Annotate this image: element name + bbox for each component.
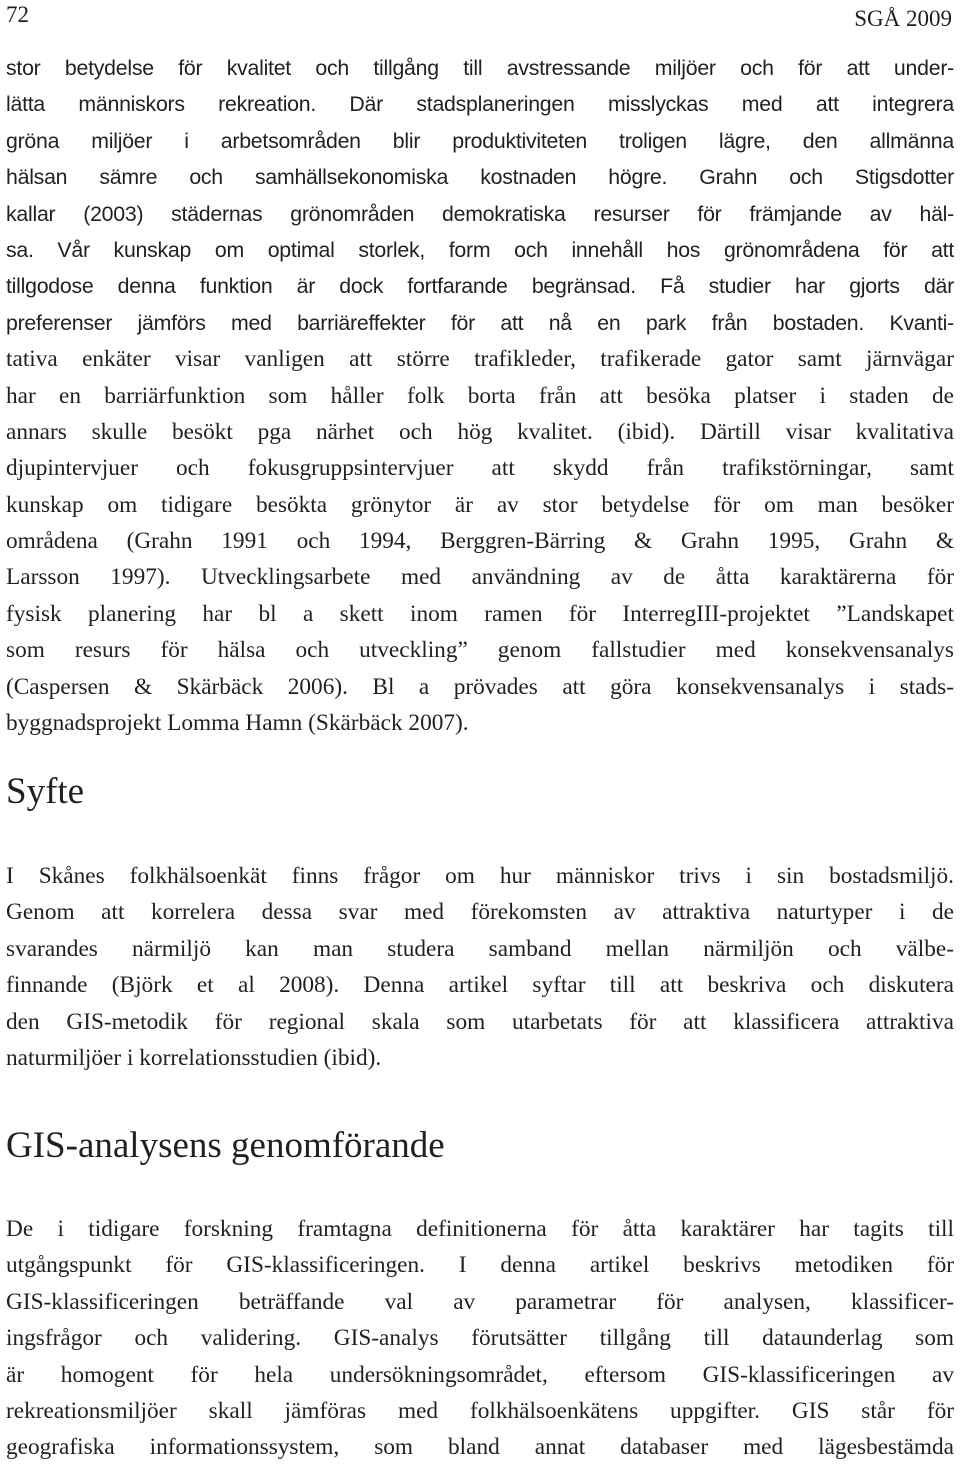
text-line: naturmiljöer i korrelationsstudien (ibid). bbox=[6, 1044, 382, 1071]
text-line: geografiska informationssystem, som bland annat databaser med lägesbestämda bbox=[6, 1434, 954, 1461]
running-head bbox=[6, 2, 952, 32]
text-line: som resurs för hälsa och utveckling” genom fallstudier med konsekvensanalys bbox=[6, 637, 954, 664]
section-heading-syfte: Syfte bbox=[6, 771, 85, 812]
text-line: rekreationsmiljöer skall jämföras med folkhälsoenkätens uppgifter. GIS står för bbox=[6, 1397, 954, 1424]
text-line: GIS-klassificeringen beträffande val av parametrar för analysen, klassificer- bbox=[6, 1288, 954, 1315]
text-line: (Caspersen & Skärbäck 2006). Bl a prövades att göra konsekvensanalys i stads- bbox=[6, 673, 954, 700]
text-line: är homogent för hela undersökningsområdet, eftersom GIS-klassificeringen av bbox=[6, 1361, 954, 1388]
syfte-paragraph bbox=[6, 858, 954, 1076]
text-line: områdena (Grahn 1991 och 1994, Berggren-Bärring & Grahn 1995, Grahn & bbox=[6, 528, 954, 555]
text-line: Genom att korrelera dessa svar med förekomsten av attraktiva naturtyper i de bbox=[6, 899, 954, 926]
text-line: utgångspunkt för GIS-klassificeringen. I denna artikel beskrivs metodiken för bbox=[6, 1252, 954, 1279]
text-line: ingsfrågor och validering. GIS-analys förutsätter tillgång till dataunderlag som bbox=[6, 1325, 954, 1352]
text-line: gröna miljöer i arbetsområden blir produktiviteten troligen lägre, den allmänna bbox=[6, 128, 954, 153]
text-line: annars skulle besökt pga närhet och hög kvalitet. (ibid). Därtill visar kvalitativa bbox=[6, 418, 954, 445]
text-line: finnande (Björk et al 2008). Denna artikel syftar till att beskriva och diskutera bbox=[6, 972, 954, 999]
text-line: tativa enkäter visar vanligen att större trafikleder, trafikerade gator samt järnvägar bbox=[6, 346, 954, 373]
section-heading-gis: GIS-analysens genomförande bbox=[6, 1125, 445, 1166]
text-line: De i tidigare forskning framtagna definitionerna för åtta karaktärer har tagits till bbox=[6, 1216, 954, 1242]
text-line: djupintervjuer och fokusgruppsintervjuer att skydd från trafikstörningar, samt bbox=[6, 455, 954, 482]
text-line: Larsson 1997). Utvecklingsarbete med användning av de åtta karaktärerna för bbox=[6, 564, 954, 591]
journal-title: SGÅ 2009 bbox=[854, 6, 952, 31]
page-number: 72 bbox=[6, 2, 29, 27]
text-line: svarandes närmiljö kan man studera samband mellan närmiljön och välbe- bbox=[6, 935, 954, 962]
text-line: kallar (2003) städernas grönområden demokratiska resurser för främjande av häl- bbox=[6, 201, 954, 226]
text-line: stor betydelse för kvalitet och tillgång till avstressande miljöer och för att under- bbox=[6, 56, 954, 80]
text-line: hälsan sämre och samhällsekonomiska kostnaden högre. Grahn och Stigsdotter bbox=[6, 165, 954, 190]
text-line: kunskap om tidigare besökta grönytor är av stor betydelse för om man besöker bbox=[6, 491, 954, 518]
text-line: preferenser jämförs med barriäreffekter för att nå en park från bostaden. Kvanti- bbox=[6, 310, 954, 335]
intro-paragraph bbox=[6, 50, 954, 741]
text-line: I Skånes folkhälsoenkät finns frågor om hur människor trivs i sin bostadsmiljö. bbox=[6, 863, 954, 889]
gis-paragraph bbox=[6, 1211, 954, 1466]
text-line: tillgodose denna funktion är dock fortfarande begränsad. Få studier har gjorts där bbox=[6, 274, 954, 299]
text-line: sa. Vår kunskap om optimal storlek, form och innehåll hos grönområdena för att bbox=[6, 237, 954, 262]
text-line: fysisk planering har bl a skett inom ramen för InterregIII-projektet ”Landskapet bbox=[6, 600, 954, 627]
text-line: har en barriärfunktion som håller folk borta från att besöka platser i staden de bbox=[6, 382, 954, 409]
text-line: lätta människors rekreation. Där stadsplaneringen misslyckas med att integrera bbox=[6, 92, 954, 117]
text-line: den GIS-metodik för regional skala som utarbetats för att klassificera attraktiva bbox=[6, 1008, 954, 1035]
text-line: byggnadsprojekt Lomma Hamn (Skärbäck 2007). bbox=[6, 710, 469, 737]
